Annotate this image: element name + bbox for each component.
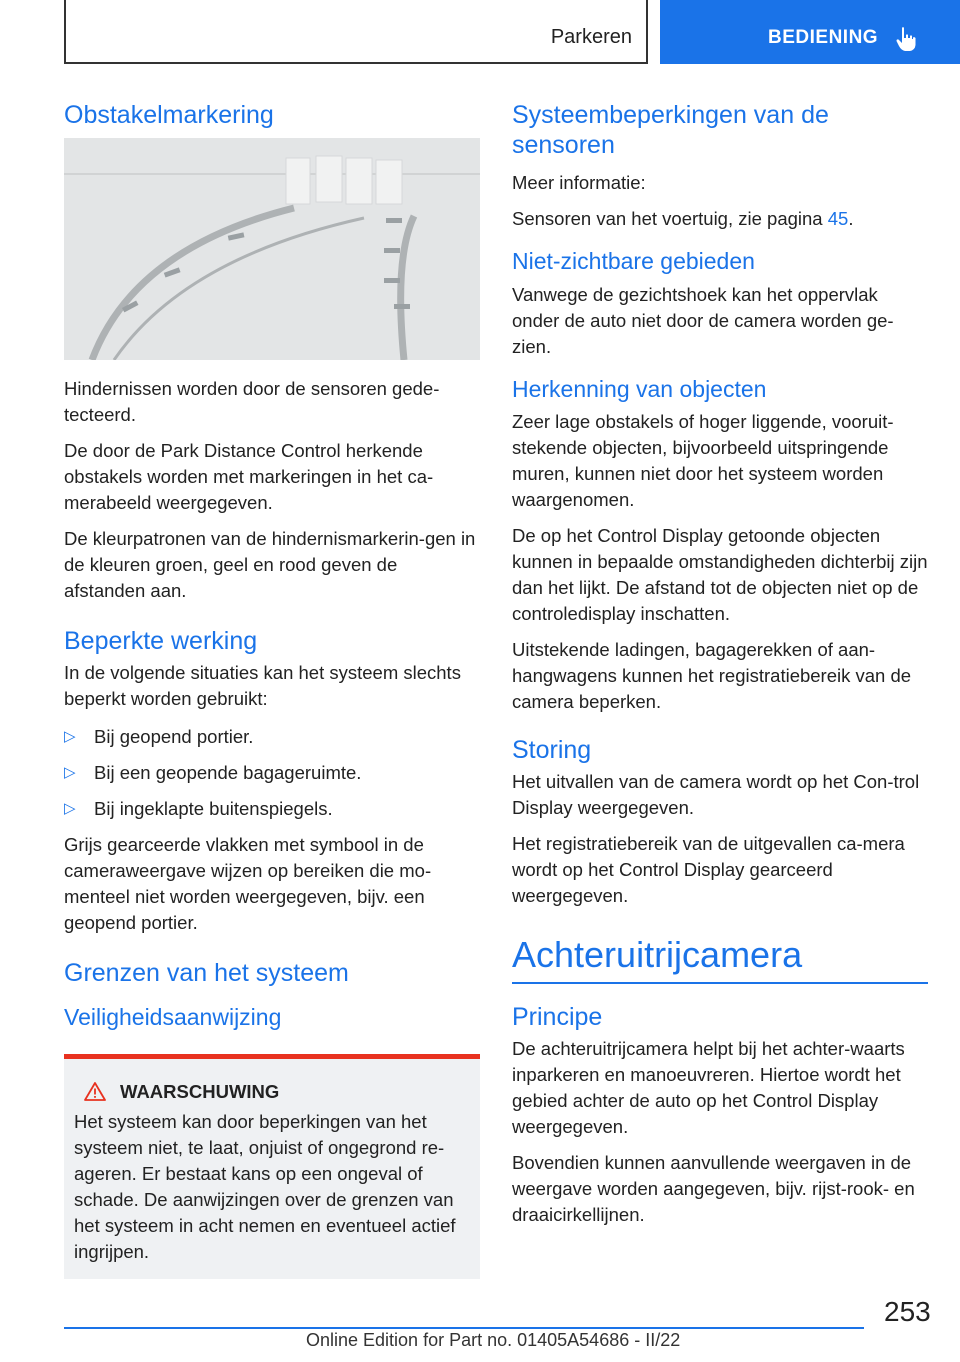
paragraph: De achteruitrijcamera helpt bij het achter-waarts inparkeren en manoeuvreren. Hiertoe wordt het gebied achter de auto op het Control Display weergegeven. (512, 1038, 905, 1138)
triangle-bullet-icon: ▷ (64, 728, 76, 745)
paragraph: Het registratiebereik van de uitgevallen ca-mera wordt op het Control Display gearceerd weergegeven. (512, 833, 905, 907)
title-block (512, 933, 928, 984)
footer-divider (64, 1327, 864, 1329)
header-chapter-title: BEDIENING (768, 27, 879, 48)
obstacle-marker-1 (286, 158, 310, 204)
triangle-bullet-icon: ▷ (64, 800, 76, 817)
triangle-bullet-icon: ▷ (64, 764, 76, 781)
paragraph: Bovendien kunnen aanvullende weergaven in de weergave worden aangegeven, bijv. rijst-rook- en draaicirkellijnen. (512, 1152, 915, 1226)
heading-systeembeperkingen: Systeembeperkingen van de sensoren (512, 101, 829, 159)
heading-obstakelmarkering: Obstakelmarkering (64, 101, 274, 129)
warning-title: WAARSCHUWING (74, 1081, 468, 1103)
warning-triangle-icon (84, 1082, 106, 1101)
obstacle-marker-4 (376, 160, 402, 204)
heading-storing: Storing (512, 736, 592, 765)
obstacle-marker-3 (346, 158, 372, 204)
heading-veiligheidsaanwijzing: Veiligheidsaanwijzing (64, 1004, 282, 1030)
heading-beperkte-werking: Beperkte werking (64, 627, 258, 655)
condition-list (64, 724, 480, 822)
paragraph: Hindernissen worden door de sensoren gede-tecteerd. (64, 378, 440, 425)
obstacle-marker-2 (316, 156, 342, 202)
right-column (512, 100, 928, 1238)
heading-herkenning-van-objecten: Herkenning van objecten (512, 375, 767, 402)
header-section-box (64, 0, 648, 64)
title-achteruitrijcamera: Achteruitrijcamera (512, 934, 803, 976)
page-link[interactable]: 45 (827, 208, 849, 229)
paragraph: In de volgende situaties kan het systeem slechts beperkt worden gebruikt: (64, 662, 461, 709)
paragraph: Meer informatie: (512, 172, 646, 193)
header-chapter-tab[interactable] (660, 0, 960, 64)
pointing-hand-icon (896, 26, 918, 52)
paragraph: De door de Park Distance Control herkende obstakels worden met markeringen in het ca-merabeeld weergegeven. (64, 440, 434, 513)
footer-edition: Online Edition for Part no. 01405A54686 - II/22 (306, 1330, 681, 1350)
header-section-title: Parkeren (550, 26, 632, 48)
paragraph: Sensoren van het voertuig, zie pagina 45. (512, 208, 854, 229)
list-item: ▷ Bij ingeklapte buitenspiegels. (64, 796, 480, 822)
heading-grenzen-van-het-systeem: Grenzen van het systeem (64, 959, 349, 987)
camera-view-graphic (64, 138, 480, 360)
paragraph: Uitstekende ladingen, bagagerekken of aan-hangwagens kunnen het registratiebereik van de camera beperken. (512, 639, 912, 713)
left-column (64, 100, 480, 1279)
paragraph: De op het Control Display getoonde objecten kunnen in bepaalde omstandigheden dichterbij zijn dan het lijkt. De afstand tot de objecten niet op de controledisplay inschatten. (512, 525, 928, 625)
list-item: ▷ Bij een geopende bagageruimte. (64, 760, 480, 786)
paragraph: Grijs gearceerde vlakken met symbool in de cameraweergave wijzen op bereiken die mo-menteel niet worden weergegeven, bijv. een geopend portier. (64, 834, 432, 933)
page-number: 253 (884, 1296, 931, 1327)
camera-obstacle-illustration (64, 138, 480, 360)
warning-box (64, 1054, 480, 1279)
paragraph: Vanwege de gezichtshoek kan het oppervlak onder de auto niet door de camera worden ge-zien. (512, 283, 894, 357)
paragraph: Het uitvallen van de camera wordt op het Con-trol Display weergegeven. (512, 771, 920, 819)
heading-principe: Principe (512, 1003, 603, 1032)
list-item: ▷ Bij geopend portier. (64, 724, 480, 750)
heading-niet-zichtbare-gebieden: Niet-zichtbare gebieden (512, 248, 755, 274)
paragraph: Zeer lage obstakels of hoger liggende, vooruit-stekende objecten, bijvoorbeeld uitspringende muren, kunnen niet door het systeem worden waargenomen. (512, 411, 894, 511)
warning-text: Het systeem kan door beperkingen van het systeem niet, te laat, onjuist of ongegrond re-ageren. Er bestaat kans op een ongeval of schade. De aanwijzingen over de grenzen van het systeem in acht nemen en eventueel actief ingrijpen. (74, 1110, 456, 1262)
paragraph: De kleurpatronen van de hindernismarkerin-gen in de kleuren groen, geel en rood geven de afstanden aan. (64, 528, 476, 601)
